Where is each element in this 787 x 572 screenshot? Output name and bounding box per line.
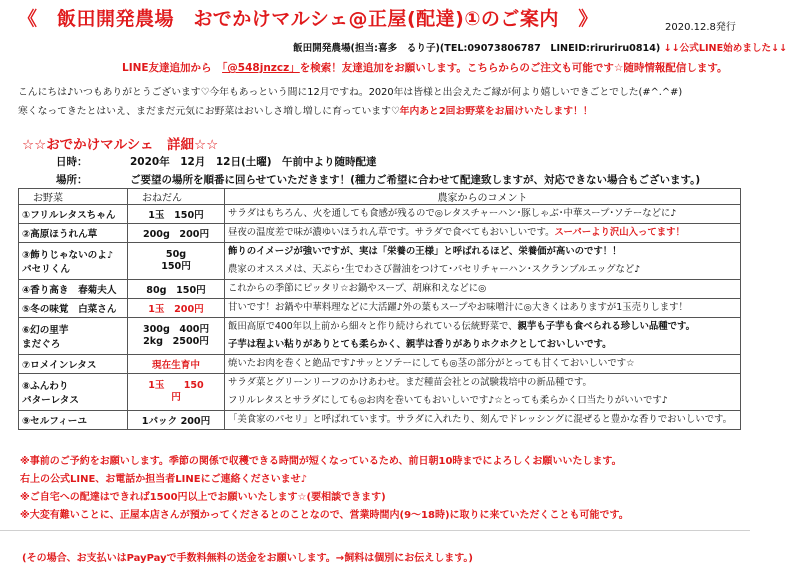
contact-main: 飯田開発農場(担当:喜多 るり子)(TEL:09073806787 LINEID:riruriru0814) (293, 43, 661, 54)
price-line-1: 1玉 150 (148, 380, 204, 391)
comment-line: 子芋は程よい粘りがありとても柔らかく、親芋は香りがありホクホクとしておいしいです。 (228, 339, 612, 350)
greeting-highlight: 年内あと2回お野菜をお届けいたします！！ (399, 106, 593, 117)
vegetable-name-line-2: まだぐろ (22, 339, 61, 350)
vegetable-price (128, 318, 225, 355)
vegetable-name: ⑦ロメインレタス (19, 355, 128, 374)
vegetable-name-line-1: ⑥幻の里芋 (22, 325, 69, 336)
table-header-row (19, 189, 741, 205)
vegetable-name-line-1: ③飾りじゃないのよ♪ (22, 250, 113, 261)
price-line-1: 300g 400円 (142, 324, 210, 335)
header-price: おねだん (128, 189, 225, 205)
vegetable-price: 1玉 200円 (128, 299, 225, 318)
price-line-2: 円 (171, 392, 181, 403)
comment-line: これからの季節にピッタリ☆お鍋やスープ、胡麻和えなどに◎ (228, 283, 487, 294)
date-value: 2020年 12月 12日(土曜) 午前中より随時配達 (130, 156, 377, 168)
table-row (19, 318, 741, 355)
line-notice (122, 60, 728, 75)
vegetable-price: 200g 200円 (128, 224, 225, 243)
price-line-2: 150円 (161, 261, 191, 272)
vegetable-comment (225, 411, 741, 430)
line-id-link[interactable]: 「@548jnzcz」 (222, 62, 300, 74)
vegetable-comment (225, 243, 741, 280)
table-row (19, 280, 741, 299)
vegetable-price (128, 374, 225, 411)
vegetable-comment (225, 280, 741, 299)
vegetable-name (19, 374, 128, 411)
comment-bold: 親芋も子芋も食べられる珍しい品種です。 (517, 321, 695, 332)
table-row (19, 374, 741, 411)
greeting-line-2 (18, 103, 593, 117)
comment-highlight: スーパーより沢山入ってます！ (554, 227, 685, 238)
vegetable-price: 現在生育中 (128, 355, 225, 374)
footer-note-2: 右上の公式LINE、お電話か担当者LINEにご連絡くださいませ♪ (20, 474, 307, 485)
header-comment: 農家からのコメント (225, 189, 741, 205)
vegetable-comment (225, 374, 741, 411)
vegetable-comment (225, 224, 741, 243)
date-label: 日時： (56, 156, 88, 168)
vegetable-name-line-1: ⑧ふんわり (22, 381, 69, 392)
page-divider (0, 530, 750, 531)
vegetable-name: ⑨セルフィーユ (19, 411, 128, 430)
footer-note-5: (その場合、お支払いはPayPayで手数料無料の送金をお願いします。→飼料は個別にお伝えします。) (22, 553, 473, 564)
table-row (19, 411, 741, 430)
contact-info (293, 40, 787, 54)
vegetable-table (18, 188, 741, 430)
place-label: 場所： (56, 174, 88, 186)
table-row (19, 243, 741, 280)
vegetable-name (19, 318, 128, 355)
vegetable-name: ⑤冬の味覚 白菜さん (19, 299, 128, 318)
header-vegetable: お野菜 (19, 189, 128, 205)
vegetable-name: ②高原ほうれん草 (19, 224, 128, 243)
vegetable-price: 1玉 150円 (128, 205, 225, 224)
vegetable-name: ①フリルレタスちゃん (19, 205, 128, 224)
line-notice-suffix: を検索！友達追加をお願いします。こちらからのご注文も可能です☆随時情報配信します。 (299, 62, 728, 74)
page-title: 《 飯田開発農場 おでかけマルシェ@正屋(配達)①のご案内 》 (18, 8, 598, 30)
price-line-1: 50g (165, 249, 187, 260)
vegetable-price: 80g 150円 (128, 280, 225, 299)
greeting-line-1: こんにちは♪いつもありがとうございます♡今年もあっという間に12月ですね。2020年は皆様と出会えたご縁が何より嬉しいできごとでした(#^.^#) (18, 87, 683, 98)
vegetable-comment (225, 205, 741, 224)
vegetable-name (19, 243, 128, 280)
comment-line: 焼いたお肉を巻くと絶品です♪サッとソテーにしても◎茎の部分がとっても甘くておいしいです☆ (228, 358, 635, 369)
comment-text: 飯田高原で400年以上前から細々と作り続けられている伝統野菜で、 (228, 321, 518, 332)
issue-date: 2020.12.8発行 (665, 22, 736, 33)
details-title: ☆☆おでかけマルシェ 詳細☆☆ (22, 137, 219, 153)
vegetable-name-line-2: パセリくん (22, 264, 70, 275)
footer-note-4: ※大変有難いことに、正屋本店さんが預かってくださるとのことなので、営業時間内(9〜18時)に取りに来ていただくことも可能です。 (20, 510, 629, 521)
line-announcement: ↓↓公式LINE始めました↓↓ (663, 43, 787, 54)
vegetable-comment (225, 299, 741, 318)
comment-line: 甘いです！お鍋や中華料理などに大活躍♪外の葉もスープやお味噌汁に◎大きくはありますが1玉売りします！ (228, 302, 688, 313)
comment-line: 飾りのイメージが強いですが、実は「栄養の王様」と呼ばれるほど、栄養価が高いのです！！ (228, 246, 622, 257)
vegetable-price (128, 243, 225, 280)
footer-note-3: ※ご自宅への配達はできれば1500円以上でお願いいたします☆(要相談できます) (20, 492, 386, 503)
comment-line (228, 224, 737, 242)
comment-line: 農家のオススメは、天ぷら･生でわさび醤油をつけて･パセリチャーハン･スクランブルエッグなど♪ (228, 264, 641, 275)
place-value: ご要望の場所を順番に回らせていただきます！(種力ご希望に合わせて配達致しますが、対応できない場合もございます。) (130, 174, 701, 186)
footer-note-1: ※事前のご予約をお願いします。季節の関係で収穫できる時間が短くなっているため、前日朝10時までによろしくお願いいたします。 (20, 456, 622, 467)
comment-text: 昼夜の温度差で味が濃ゆいほうれん草です。サラダで食べてもおいしいです。 (228, 227, 555, 238)
comment-line (228, 318, 737, 336)
comment-line: フリルレタスとサラダにしても◎お肉を巻いてもおいしいです♪☆とっても柔らかく口当たりがいいです♪ (228, 395, 668, 406)
vegetable-name-line-2: バターレタス (22, 395, 79, 406)
comment-line: サラダ菜とグリーンリーフのかけあわせ。まだ種苗会社との試験栽培中の新品種です。 (228, 377, 592, 388)
vegetable-name: ④香り高き 春菊夫人 (19, 280, 128, 299)
table-row (19, 224, 741, 243)
comment-line: 「美食家のパセリ」と呼ばれています。サラダに入れたり、刻んでドレッシングに混ぜると豊かな香りでおいしいです。 (228, 414, 732, 425)
line-notice-prefix: LINE友達追加から (122, 62, 223, 74)
table-row (19, 299, 741, 318)
table-row (19, 205, 741, 224)
price-line-2: 2kg 2500円 (143, 336, 209, 347)
table-row (19, 355, 741, 374)
vegetable-comment (225, 355, 741, 374)
greeting-line-2-text: 寒くなってきたとはいえ、まだまだ元気にお野菜はおいしさ増し増しに育っています♡ (18, 106, 400, 117)
comment-line: サラダはもちろん、火を通しても食感が残るので◎レタスチャーハン･豚しゃぶ･中華スープ･ソテーなどに♪ (228, 208, 677, 219)
vegetable-comment (225, 318, 741, 355)
vegetable-price: 1パック 200円 (128, 411, 225, 430)
